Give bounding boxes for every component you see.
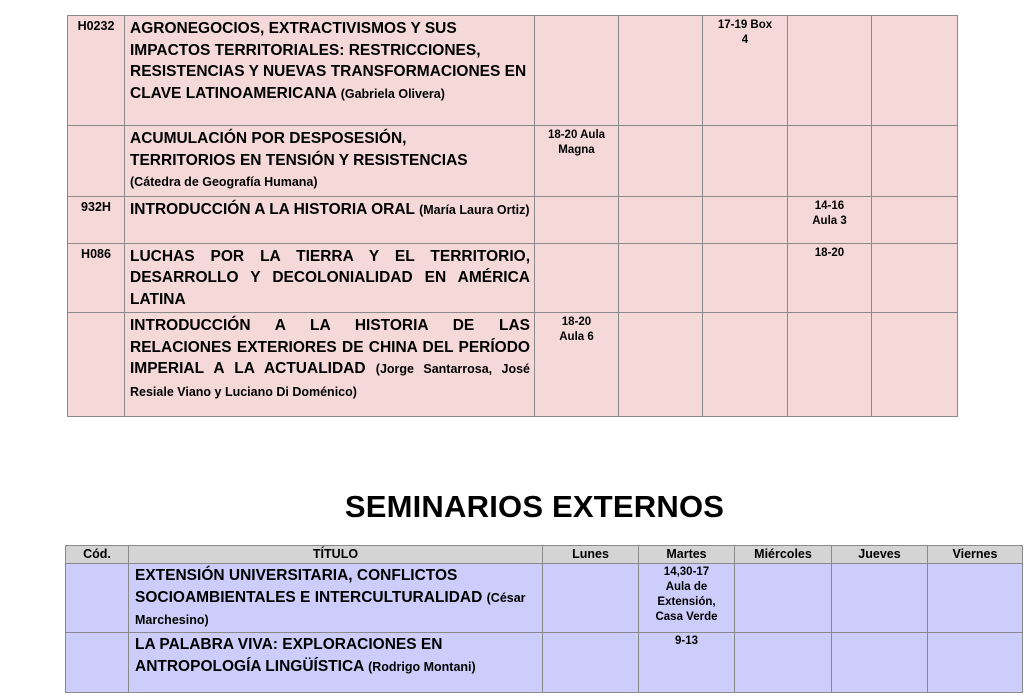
course-author: (Rodrigo Montani) [368,660,476,674]
course-title: INTRODUCCIÓN A LA HISTORIA DE LAS RELACIONES EXTERIORES DE CHINA DEL PERÍODO IMPERIAL A LA ACTUALIDAD [130,317,530,377]
header-code: Cód. [66,546,129,564]
slot-viernes [872,313,958,417]
course-title-cell [125,243,535,313]
course-author: (María Laura Ortiz) [419,202,530,217]
seminars-table-top [67,15,958,417]
slot-jueves [832,564,928,633]
slot-miercoles [703,243,788,313]
slot-martes [619,243,703,313]
slot-miercoles [735,633,832,693]
table-row [68,313,958,417]
course-code: H086 [68,243,125,313]
course-title: LA PALABRA VIVA: EXPLORACIONES EN ANTROPOLOGÍA LINGÜÍSTICA [135,636,443,675]
course-title: EXTENSIÓN UNIVERSITARIA, CONFLICTOS SOCIOAMBIENTALES E INTERCULTURALIDAD [135,567,483,606]
course-title: ACUMULACIÓN POR DESPOSESIÓN, TERRITORIOS EN TENSIÓN Y RESISTENCIAS [130,130,468,169]
slot-lunes: 18-20 Aula Magna [535,126,619,197]
slot-viernes [872,16,958,126]
slot-jueves [832,633,928,693]
slot-miercoles [703,313,788,417]
course-code [66,564,129,633]
course-author: (Gabriela Olivera) [340,86,445,101]
slot-miercoles [703,126,788,197]
course-title-cell [125,16,535,126]
slot-viernes [872,196,958,243]
header-lunes: Lunes [543,546,639,564]
course-author: (Jorge Santarrosa, José Resiale Viano y Luciano Di Doménico) [130,362,531,399]
table-row [66,633,1023,693]
course-code: 932H [68,196,125,243]
slot-lunes [535,243,619,313]
table-row [66,564,1023,633]
course-title: INTRODUCCIÓN A LA HISTORIA ORAL [130,200,415,218]
course-title-cell [125,126,535,197]
slot-martes [619,196,703,243]
table-row [68,16,958,126]
slot-miercoles [703,196,788,243]
course-author: (César Marchesino) [135,591,526,627]
header-jueves: Jueves [832,546,928,564]
header-viernes: Viernes [928,546,1023,564]
table-header-row [66,546,1023,564]
course-code [68,313,125,417]
course-title-cell [129,564,543,633]
slot-viernes [928,633,1023,693]
table-row [68,243,958,313]
slot-jueves: 18-20 [788,243,872,313]
course-title-cell [129,633,543,693]
course-title-cell [125,313,535,417]
slot-miercoles: 17-19 Box 4 [703,16,788,126]
course-code [68,126,125,197]
course-title: AGRONEGOCIOS, EXTRACTIVISMOS Y SUS IMPACTOS TERRITORIALES: RESTRICCIONES, RESISTENCIAS Y NUEVAS TRANSFORMACIONES EN CLAVE LATINOAMERICANA [130,20,527,102]
slot-jueves [788,126,872,197]
slot-lunes: 18-20 Aula 6 [535,313,619,417]
table-row [68,196,958,243]
course-author: (Cátedra de Geografía Humana) [130,175,318,189]
slot-lunes [535,16,619,126]
course-code [66,633,129,693]
table-row [68,126,958,197]
slot-viernes [872,126,958,197]
slot-miercoles [735,564,832,633]
header-miercoles: Miércoles [735,546,832,564]
slot-martes [619,313,703,417]
slot-martes [619,16,703,126]
slot-lunes [543,564,639,633]
slot-martes [619,126,703,197]
course-code: H0232 [68,16,125,126]
header-title: TÍTULO [129,546,543,564]
slot-lunes [535,196,619,243]
slot-viernes [872,243,958,313]
slot-viernes [928,564,1023,633]
slot-martes: 9-13 [639,633,735,693]
slot-jueves: 14-16 Aula 3 [788,196,872,243]
section-heading: SEMINARIOS EXTERNOS [344,489,725,524]
course-title: LUCHAS POR LA TIERRA Y EL TERRITORIO, DESARROLLO Y DECOLONIALIDAD EN AMÉRICA LATINA [130,247,530,308]
header-martes: Martes [639,546,735,564]
slot-lunes [543,633,639,693]
seminars-table-external [65,545,1023,693]
slot-jueves [788,313,872,417]
course-title-cell [125,196,535,243]
slot-martes: 14,30-17 Aula de Extensión, Casa Verde [639,564,735,633]
slot-jueves [788,16,872,126]
